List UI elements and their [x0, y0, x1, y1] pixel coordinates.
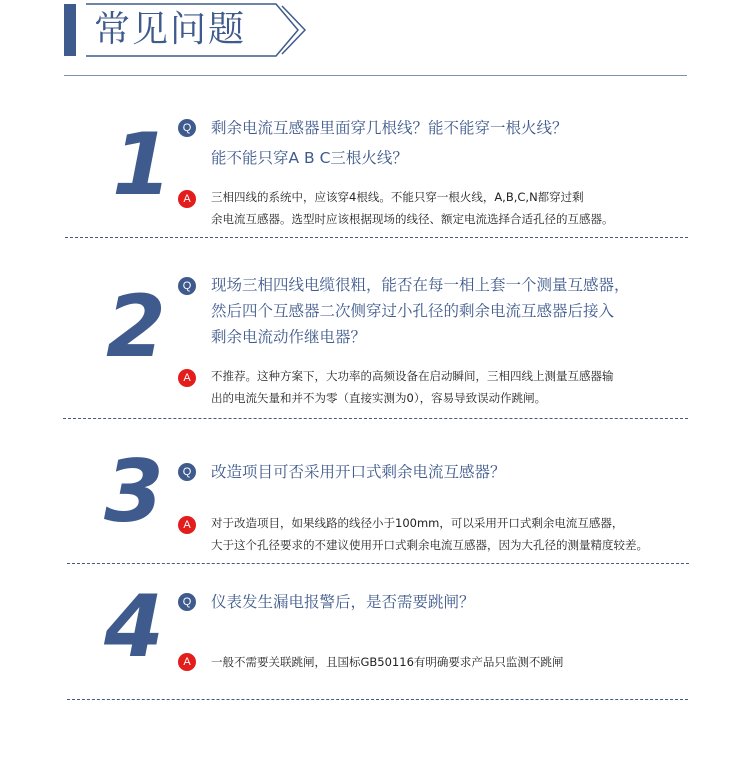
answer-badge: A	[178, 190, 196, 208]
question-badge: Q	[178, 593, 196, 611]
question-badge: Q	[178, 277, 196, 295]
question-line: 剩余电流互感器里面穿几根线？能不能穿一根火线？	[211, 119, 568, 137]
item-divider	[63, 418, 688, 419]
answer-badge: A	[178, 369, 196, 387]
question-line: 仪表发生漏电报警后，是否需要跳闸？	[211, 593, 475, 611]
answer-badge: A	[178, 653, 196, 671]
item-number: 3	[104, 442, 164, 542]
question-line: 改造项目可否采用开口式剩余电流互感器？	[211, 463, 506, 481]
question-badge: Q	[178, 119, 196, 137]
question-line: 能不能只穿A B C三根火线？	[211, 149, 408, 167]
question-line: 现场三相四线电缆很粗，能否在每一相上套一个测量互感器，	[211, 276, 630, 294]
item-number: 2	[106, 277, 166, 377]
item-number: 4	[104, 577, 164, 677]
answer-line: 大于这个孔径要求的不建议使用开口式剩余电流互感器，因为大孔径的测量精度较差。	[211, 538, 648, 552]
question-badge: Q	[178, 463, 196, 481]
question-line: 然后四个互感器二次侧穿过小孔径的剩余电流互感器后接入	[211, 302, 615, 320]
item-divider	[67, 699, 688, 700]
item-divider	[65, 237, 688, 238]
page-title: 常见问题	[94, 9, 247, 50]
answer-line: 对于改造项目，如果线路的线径小于100mm，可以采用开口式剩余电流互感器，	[211, 516, 624, 530]
question-line: 剩余电流动作继电器？	[211, 328, 367, 346]
header-title-frame	[86, 2, 318, 58]
answer-line: 一般不需要关联跳闸，且国标GB50116有明确要求产品只监测不跳闸	[211, 655, 564, 669]
item-number: 1	[112, 115, 172, 215]
answer-badge: A	[178, 516, 196, 534]
answer-line: 余电流互感器。选型时应该根据现场的线径、额定电流选择合适孔径的互感器。	[211, 212, 614, 226]
header-accent-bar	[64, 4, 76, 56]
faq-header	[64, 0, 704, 64]
answer-line: 三相四线的系统中，应该穿4根线。不能只穿一根火线，A,B,C,N都穿过剩	[211, 190, 584, 204]
answer-line: 不推荐。这种方案下，大功率的高频设备在启动瞬间，三相四线上测量互感器输	[211, 369, 614, 383]
answer-line: 出的电流矢量和并不为零（直接实测为0），容易导致误动作跳闸。	[211, 391, 547, 405]
header-underline	[64, 75, 687, 76]
item-divider	[67, 563, 689, 564]
